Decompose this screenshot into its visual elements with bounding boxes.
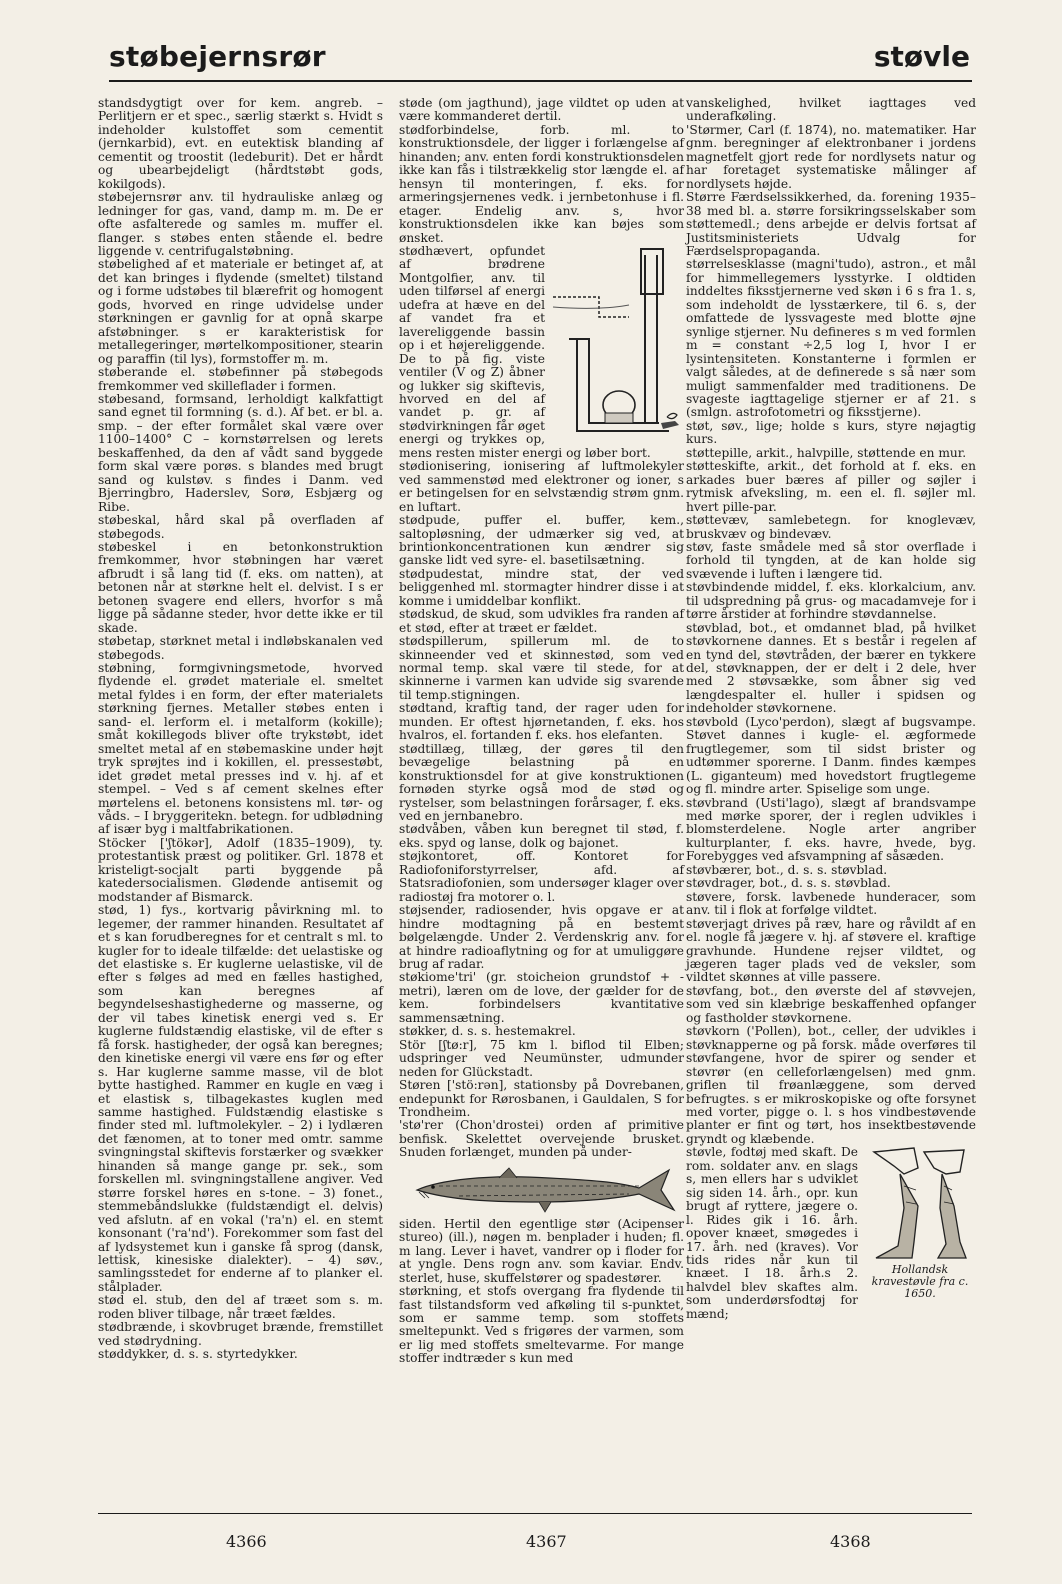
entry: stødionisering, ionisering af luftmolekyler ved sammenstød med elektroner og ioner, s er betingelsen for en selvstændig strøm gnm. en luftart. bbox=[399, 459, 684, 514]
boot-figure bbox=[864, 1146, 976, 1300]
boot-illustration bbox=[864, 1146, 976, 1264]
entry: støberande el. støbefinner på støbegods fremkommer ved skilleflader i formen. bbox=[98, 365, 383, 393]
entry: 'Størmer, Carl (f. 1874), no. matematiker. Har gnm. beregninger af elektronbaner i jordens magnetfelt gjort rede for nordlysets natur og har foretaget systematiske målinger af nordlysets højde. bbox=[686, 122, 976, 191]
entry: støtteskifte, arkit., det forhold at f. eks. en arkades buer bæres af piller og søjler i rytmisk afveksling, m. een el. fl. søjler ml. hvert pille-par. bbox=[686, 459, 976, 514]
entry: støvbærer, bot., d. s. s. støvblad. bbox=[686, 862, 888, 877]
entry: støv, faste smådele med så stor overflade i forhold til tyngden, at de kan holde sig svævende i luften i længere tid. bbox=[686, 539, 976, 581]
figure-caption: Hollandsk kravestøvle fra c. 1650. bbox=[871, 1263, 969, 1301]
header-rule bbox=[109, 80, 972, 82]
hydraulic-ram-figure bbox=[549, 247, 684, 437]
entry: stødpudestat, mindre stat, der ved beliggenhed ml. stormagter hindrer disse i at komme i umiddelbar konflikt. bbox=[399, 566, 684, 608]
page-number-middle: 4367 bbox=[526, 1532, 567, 1551]
entry: stødforbindelse, forb. ml. to konstruktionsdele, der ligger i forlængelse af hinanden; anv. enten fordi konstruktionsdelen ikke kan fås i tilstrækkelig stor længde el. af hensyn til monteringen, f. eks. for armeringsjernenes vedk. i jernbetonhuse i fl. etager. Endelig anv. s, hvor konstruktionsdelen ikke kan bøjes som ønsket. bbox=[399, 122, 684, 245]
running-header-right: støvle bbox=[873, 40, 970, 73]
entry: støvkorn ('Pollen), bot., celler, der udvikles i støvknapperne og på forsk. måde overføres til støvfangene, hvor de spirer og sender et støvrør (en celleforlængelsen) med gnm. griflen til frøanlæggene, som derved befrugtes. s er mikroskopiske og ofte forsynet med vorter, pigge o. l. s hos vindbestøvende planter er fint og tørt, hos insektbestøvende gryndt og klæbende. bbox=[686, 1024, 976, 1146]
entry: støde (om jagthund), jage vildtet op uden at være kommanderet dertil. bbox=[399, 96, 684, 124]
column-2 bbox=[399, 97, 684, 1366]
entry: stød, 1) fys., kortvarig påvirkning ml. to legemer, der rammer hinanden. Resultatet af et s kan forudberegnes for et centralt s ml. to kugler for to ideale tilfælde: det uelastiske og det elastiske s. Er kuglerne uelastiske, vil de efter s følges ad med en fælles hastighed, som kan beregnes af begyndelseshastighederne og masserne, og der vil tabes kinetisk energi ved s. Er kuglerne fuldstændig elastiske, vil de efter s få forsk. hastigheder, der også kan beregnes; den kinetiske energi vil være ens før og efter s. Har kuglerne samme masse, vil de blot bytte hastighed. Rammer en kugle en væg i et elastisk s, tilbagekastes kuglen med samme hastighed. Fuldstændig elastiske s finder sted ml. luftmolekyler. – 2) i lydlæren det fænomen, at to toner med omtr. samme svingningstal skiftevis forstærker og svækker hinanden så mange gange pr. sek., som forskellen ml. svingningstallene angiver. Ved større forskel høres en s-tone. – 3) fonet., stemmebåndslukke (fuldstændigt el. delvis) ved afslutn. af en vokal ('ra'n) el. en stemt konsonant ('ra'nd'). Forekommer som fast del af lydsystemet kun i ganske få sprog (dansk, lettisk, kinesiske dialekter). – 4) søv., samlingsstedet for enderne af to planker el. stålplader. bbox=[98, 903, 383, 1294]
entry: støbelighed af et materiale er betinget af, at det kan bringes i flydende (smeltet) tilstand og i forme udstøbes til blærefrit og homogent gods, hvorved en ringe udvidelse under størkningen er gavnlig for at opnå skarpe afstøbninger. s er karakteristisk for metallegeringer, mørtelkompositioner, stearin og paraffin (til lys), formstoffer m. m. bbox=[98, 257, 383, 366]
entry: siden. Hertil den egentlige stør (Acipenser stureo) (ill.), nøgen m. benplader i huden; fl. m lang. Lever i havet, vandrer op i floder for at yngle. Dens rogn anv. som kaviar. Endv. sterlet, huse, skuffelstører og spadestører. bbox=[399, 1216, 684, 1285]
entry: støvblad, bot., et omdannet blad, på hvilket støvkornene dannes. Et s består i regelen af en tynd del, støvtråden, der bærer en tykkere del, støvknappen, der er delt i 2 dele, hver med 2 støvsække, som åbner sig ved længdespalter el. huller i spidsen og indeholder støvkornene. bbox=[686, 620, 976, 716]
entry: vanskelighed, hvilket iagttages ved underafkøling. bbox=[686, 96, 976, 124]
entry: Stör [ʃtø:r], 75 km l. biflod til Elben; udspringer ved Neumünster, udmunder neden for Glückstadt. bbox=[399, 1037, 684, 1079]
running-header-left: støbejernsrør bbox=[109, 40, 326, 73]
entry: stød el. stub, den del af træet som s. m. roden bliver tilbage, når træet fældes. bbox=[98, 1293, 383, 1321]
entry: stødtand, kraftig tand, der rager uden for munden. Er oftest hjørnetanden, f. eks. hos hvalros, el. fortanden f. eks. hos elefanten. bbox=[399, 701, 684, 743]
entry: støjkontoret, off. Kontoret for Radiofoniforstyrrelser, afd. af Statsradiofonien, som undersøger klager over radiostøj fra motorer o. l. bbox=[399, 849, 684, 904]
entry: stødspillerum, spillerum ml. de to skinneender ved et skinnestød, som ved normal temp. skal være til stede, for at skinnerne i varmen kan udvide sig svarende til temp.stigningen. bbox=[399, 634, 684, 702]
entry: støvbrand (Usti'lago), slægt af brandsvampe med mørke sporer, der i reglen udvikles i blomsterdelene. Nogle arter angriber kulturplanter, f. eks. havre, hvede, byg. Forebygges ved afsvampning af såsæden. bbox=[686, 795, 976, 864]
entry: støkker, d. s. s. hestemakrel. bbox=[399, 1024, 576, 1039]
entry: støverjagt drives på ræv, hare og råvildt af en el. nogle få jægere v. hj. af støvere el. kraftige gravhunde. Hundene rejser vildtet, og jægeren tager plads ved de veksler, som vildtet skønnes at ville passere. bbox=[686, 916, 976, 985]
entry: støvbindende middel, f. eks. klorkalcium, anv. til udspredning på grus- og macadamveje for i tørre årstider at forhindre støvdannelse. bbox=[686, 580, 976, 622]
entry: Støren ['stö:rən], stationsby på Dovrebanen, endepunkt for Rørosbanen, i Gauldalen, S for Trondheim. bbox=[399, 1078, 684, 1119]
column-3 bbox=[686, 97, 976, 1321]
entry: stødbrænde, i skovbruget brænde, fremstillet ved stødrydning. bbox=[98, 1320, 383, 1348]
entry: støbeskel i en betonkonstruktion fremkommer, hvor støbningen har været afbrudt i så lang tid (f. eks. om natten), at betonen når at størkne helt el. delvist. I s er betonen svagere end ellers, hvorfor s må ligge på sådanne steder, hvor dette ikke er til skade. bbox=[98, 539, 383, 635]
entry: støvle, fodtøj med skaft. De rom. soldater anv. en slags s, men ellers har s udviklet sig siden 14. årh., opr. kun brugt af ryttere, jægere o. l. Rides gik i 16. årh. opover knæet, smøgedes i 17. årh. ned (kraves). Vor tids rides når kun til knæet. I 18. årh.s 2. halvdel blev skaftes alm. som underdørsfodtøj for mænd; bbox=[686, 1145, 858, 1321]
entry: støttevæv, samlebetegn. for knoglevæv, bruskvæv og bindevæv. bbox=[686, 513, 976, 541]
entry: 'stø'rer (Chon'drostei) orden af primitive benfisk. Skelettet overvejende brusket. Snuden forlænget, munden på under- bbox=[399, 1118, 684, 1160]
entry: Større Færdselssikkerhed, da. forening 1935–38 med bl. a. større forsikringsselskaber som støttemedl.; dens arbejde er delvis fortsat af Justitsministeriets Udvalg for Færdselspropaganda. bbox=[686, 190, 976, 258]
entry: stødtillæg, tillæg, der gøres til den bevægelige belastning på en konstruktionsdel for at give konstruktionen fornøden styrke også mod de stød og rystelser, som belastningen forårsager, f. eks. ved en jernbanebro. bbox=[399, 741, 684, 824]
sturgeon-illustration bbox=[399, 1160, 684, 1218]
entry: støbejernsrør anv. til hydrauliske anlæg og ledninger for gas, vand, damp m. m. De er ofte asfalterede og samles m. muffer el. flanger. s støbes enten stående el. bedre liggende v. centrifugalstøbning. bbox=[98, 190, 383, 258]
entry: støvfang, bot., den øverste del af støvvejen, som ved sin klæbrige beskaffenhed opfanger og fastholder støvkornene. bbox=[686, 983, 976, 1025]
entry: støvere, forsk. lavbenede hunderacer, som anv. til i flok at forfølge vildtet. bbox=[686, 889, 976, 918]
entry: støbetap, størknet metal i indløbskanalen ved støbegods. bbox=[98, 634, 383, 662]
entry: stødvåben, våben kun beregnet til stød, f. eks. spyd og lanse, dolk og bajonet. bbox=[399, 822, 684, 850]
entry: stødpude, puffer el. buffer, kem., saltopløsning, der udmærker sig ved, at brintionkoncentrationen kun ændrer sig ganske lidt ved syre- el. basetilsætning. bbox=[399, 513, 684, 568]
hydraulic-ram-illustration bbox=[549, 247, 684, 437]
entry: støddykker, d. s. s. styrtedykker. bbox=[98, 1347, 298, 1362]
entry: standsdygtigt over for kem. angreb. – Perlitjern er et spec., særlig stærkt s. Hvidt s indeholder kulstoffet som cementit (jernkarbid), evt. en eutektisk blanding af cementit og troostit (ledeburit). Det er hårdt og ubearbejdeligt (hårdtstøbt gods, kokilgods). bbox=[98, 96, 383, 191]
entry: støjsender, radiosender, hvis opgave er at hindre modtagning på en bestemt bølgelængde. Under 2. Verdenskrig anv. for at hindre radioaflytning og for at umuliggøre brug af radar. bbox=[399, 903, 684, 971]
entry: støbning, formgivningsmetode, hvorved flydende el. grødet materiale el. smeltet metal fyldes i en form, der efter materialets størkning fjernes. Metaller støbes enten i sand- el. lerform el. i metalform (kokille); småt kokillegods bliver ofte trykstøbt, idet smeltet metal af en støbemaskine under højt tryk sprøjtes ind i kokillen, el. pressestøbt, idet grødet metal presses ind v. hj. af et stempel. – Ved s af cement skelnes efter mørtelens el. betonens konsistens ml. tør- og våds. – I bryggeritekn. betegn. for udblødning af især byg i maltfabrikationen. bbox=[98, 661, 383, 837]
page-number-left: 4366 bbox=[226, 1532, 267, 1551]
entry: størrelsesklasse (magni'tudo), astron., et mål for himmellegemers lysstyrke. I oldtiden inddeltes fiksstjernerne ved skøn i 6 s fra 1. s, som indeholdt de lysstærkere, til 6. s, der omfattede de lyssvageste med blotte øjne synlige stjerner. Nu defineres s m ved formlen m = constant ÷2,5 log I, hvor I er lysintensiteten. Konstanterne i formlen er valgt således, at de definerede s så nær som muligt sammenfalder med traditionens. De svageste iagttagelige stjerner er af 21. s (smlgn. astrofotometri og fiksstjerne). bbox=[686, 257, 976, 420]
page-number-right: 4368 bbox=[830, 1532, 871, 1551]
entry: støttepille, arkit., halvpille, støttende en mur. bbox=[686, 445, 967, 460]
entry: støvbold (Lyco'perdon), slægt af bugsvampe. Støvet dannes i kugle- el. ægformede frugtlegemer, som til sidst brister og udtømmer sporerne. I Danm. findes kæmpes (L. giganteum) med hovedstort frugtlegeme og fl. mindre arter. Spiselige som unge. bbox=[686, 714, 976, 797]
entry: støt, søv., lige; holde s kurs, styre nøjagtig kurs. bbox=[686, 418, 976, 447]
footer-rule bbox=[98, 1513, 972, 1514]
entry: støbeskal, hård skal på overfladen af støbegods. bbox=[98, 513, 383, 541]
entry: støvdrager, bot., d. s. s. støvblad. bbox=[686, 876, 891, 891]
entry: støbesand, formsand, lerholdigt kalkfattigt sand egnet til formning (s. d.). Af bet. er bl. a. smp. – der efter formålet skal være over 1100–1400° C – kornstørrelsen og lerets beskaffenhed, da den af vådt sand byggede form skal være porøs. s blandes med brugt sand og kulstøv. s findes i Danm. ved Bjerringbro, Haderslev, Sorø, Esbjærg og Ribe. bbox=[98, 391, 383, 514]
entry: stødhævert, opfundet af brødrene Montgolfier, anv. til uden tilførsel af energi udefra at hæve en del af vandet fra et lavereliggende bassin op i et højereliggende. De to på fig. viste ventiler (V og Z) åbner og lukker sig skiftevis, hvorved en del af vandet p. gr. af stødvirkningen får øget energi og trykkes op, mens resten mister energi og løber bort. bbox=[399, 243, 651, 460]
entry: stødskud, de skud, som udvikles fra randen af et stød, efter at træet er fældet. bbox=[399, 607, 684, 635]
column-1 bbox=[98, 97, 383, 1362]
entry: størkning, et stofs overgang fra flydende til fast tilstandsform ved afkøling til s-punktet, som er samme temp. som stoffets smeltepunkt. Ved s frigøres der varmen, som er lig med stoffets smeltevarme. For mange stoffer indtræder s kun med bbox=[399, 1284, 684, 1366]
entry: støkiome'tri' (gr. stoicheion grundstof + -metri), læren om de love, der gælder for de kem. forbindelsers kvantitative sammensætning. bbox=[399, 970, 684, 1025]
entry: Stöcker ['ʃtökər], Adolf (1835–1909), ty. protestantisk præst og politiker. Grl. 1878 et kristeligt-socjalt parti byggende på katedersocialismen. Glødende antisemit og modstander af Bismarck. bbox=[98, 835, 383, 904]
